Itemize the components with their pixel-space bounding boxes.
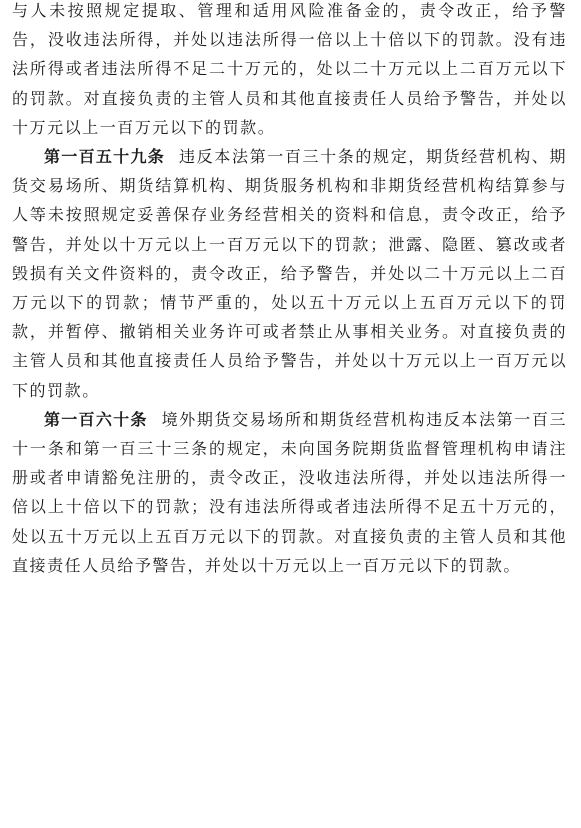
article-159-heading: 第一百五十九条 bbox=[44, 147, 166, 167]
paragraph-continued bbox=[12, 0, 567, 142]
article-159-paragraph bbox=[12, 142, 567, 405]
article-159-text: 违反本法第一百三十条的规定，期货经营机构、期货交易场所、期货结算机构、期货服务机构和非期货经营机构结算参与人等未按照规定妥善保存业务经营相关的资料和信息，责令改正，给予警告，并处以十万元以上一百万元以下的罚款；泄露、隐匿、篡改或者毁损有关文件资料的，责令改正，给予警告，并处以二十万元以上二百万元以下的罚款；情节严重的，处以五十万元以上五百万元以下的罚款，并暂停、撤销相关业务许可或者禁止从事相关业务。对直接负责的主管人员和其他直接责任人员给予警告，并处以十万元以上一百万元以下的罚款。 bbox=[12, 147, 567, 400]
paragraph-text: 与人未按照规定提取、管理和适用风险准备金的，责令改正，给予警告，没收违法所得，并处以违法所得一倍以上十倍以下的罚款。没有违法所得或者违法所得不足二十万元的，处以二十万元以上二百万元以下的罚款。对直接负责的主管人员和其他直接责任人员给予警告，并处以十万元以上一百万元以下的罚款。 bbox=[12, 1, 567, 137]
article-160-text: 境外期货交易场所和期货经营机构违反本法第一百三十一条和第一百三十三条的规定，未向国务院期货监督管理机构申请注册或者申请豁免注册的，责令改正，没收违法所得，并处以违法所得一倍以上十倍以下的罚款；没有违法所得或者违法所得不足五十万元的，处以五十万元以上五百万元以下的罚款。对直接负责的主管人员和其他直接责任人员给予警告，并处以十万元以上一百万元以下的罚款。 bbox=[12, 409, 568, 575]
article-160-heading: 第一百六十条 bbox=[44, 409, 148, 429]
article-160-paragraph bbox=[12, 405, 567, 580]
